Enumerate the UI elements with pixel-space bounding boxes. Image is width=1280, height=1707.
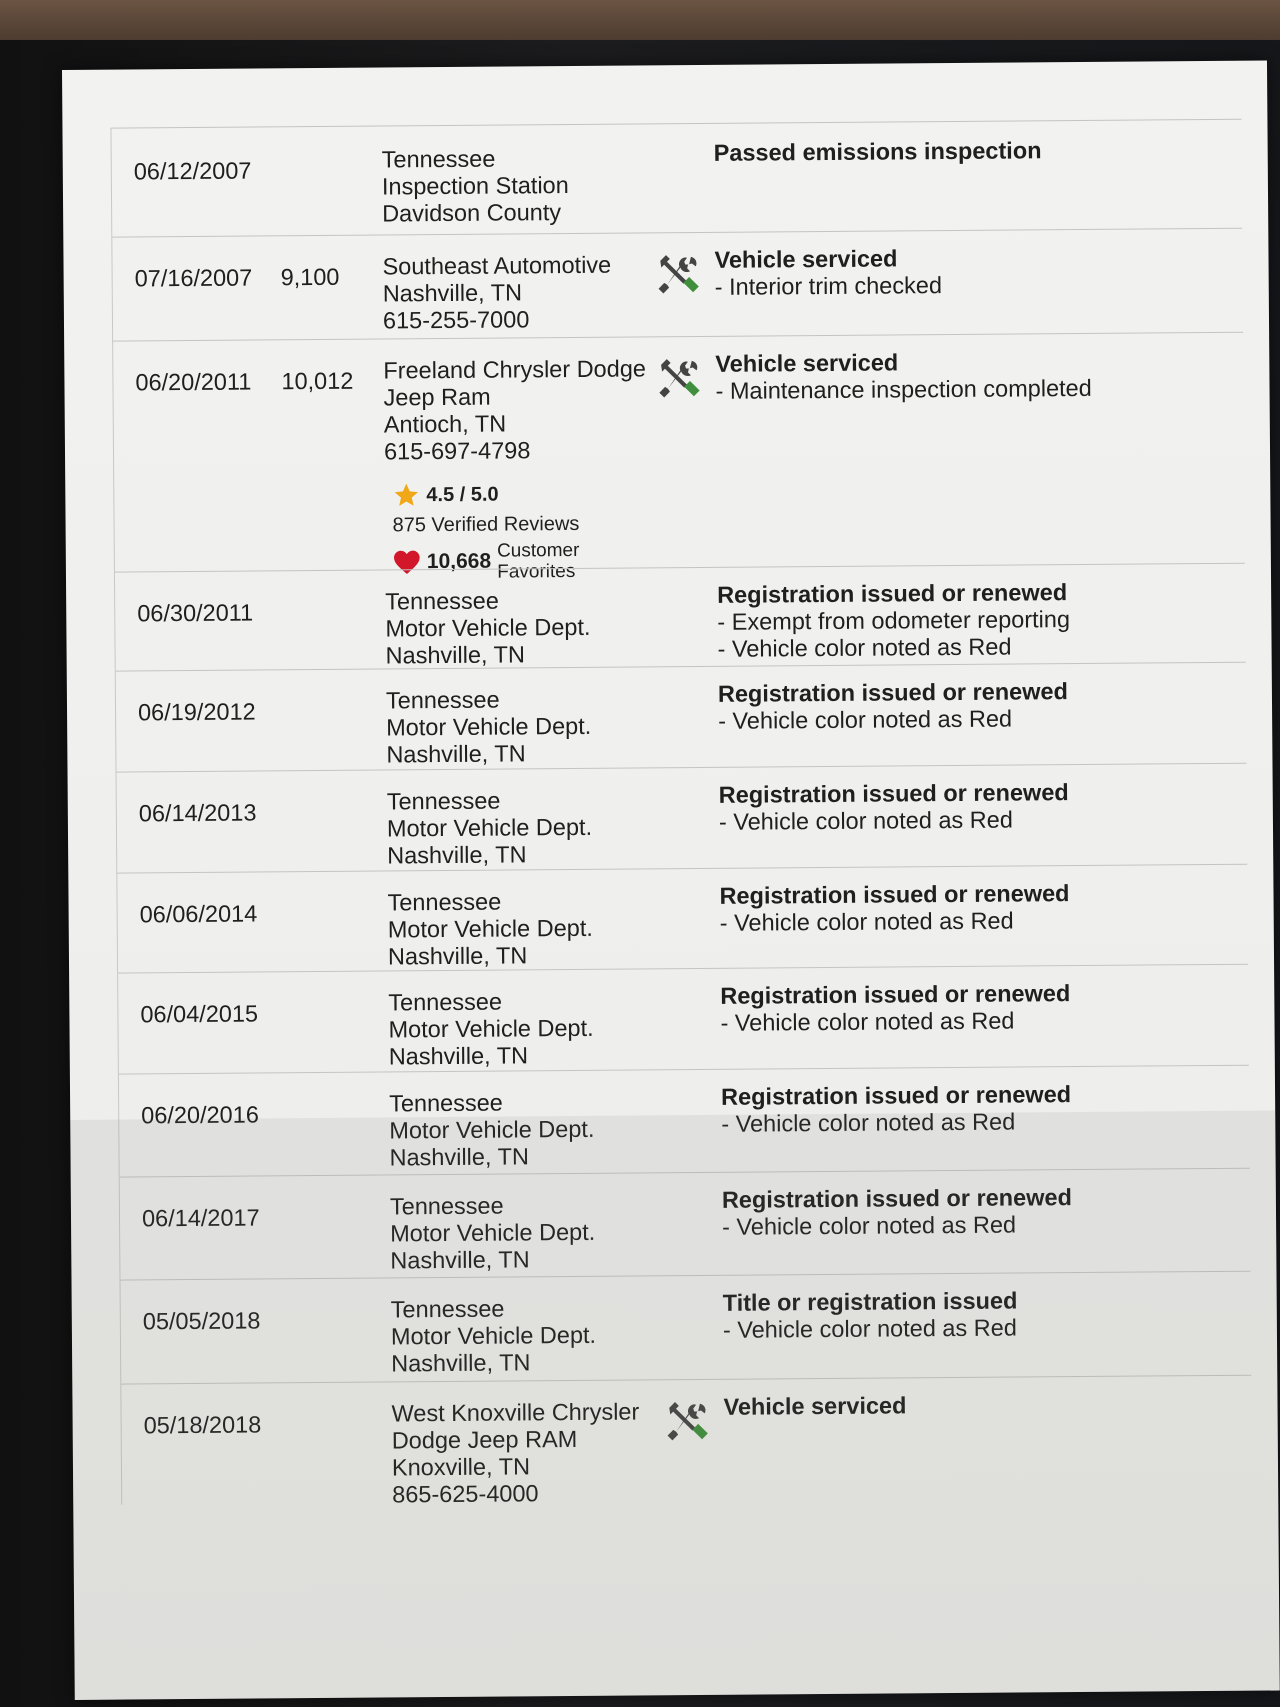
record-date: 06/20/2011 xyxy=(135,368,252,396)
source-line: Nashville, TN xyxy=(390,1246,530,1274)
source-line: Tennessee xyxy=(389,1192,504,1220)
favorites-count: 10,668 xyxy=(426,549,492,574)
record-source xyxy=(382,145,569,227)
record-odometer: 9,100 xyxy=(280,263,340,291)
record-title: Registration issued or renewed xyxy=(719,880,1070,909)
record-date: 06/14/2017 xyxy=(141,1204,260,1232)
record-date: 06/06/2014 xyxy=(139,900,258,928)
history-record xyxy=(118,964,1249,1074)
record-title: Title or registration issued xyxy=(722,1287,1018,1316)
record-details xyxy=(714,243,1234,301)
history-record xyxy=(119,1065,1250,1177)
record-title: Registration issued or renewed xyxy=(717,579,1068,608)
source-line: 865-625-4000 xyxy=(392,1480,539,1508)
record-details xyxy=(723,1390,1243,1421)
record-source xyxy=(387,888,593,971)
source-line: Tennessee xyxy=(390,1295,505,1323)
record-source xyxy=(382,252,611,335)
source-line: Nashville, TN xyxy=(389,1143,529,1171)
source-line: Motor Vehicle Dept. xyxy=(390,1321,597,1350)
source-line: Nashville, TN xyxy=(385,641,526,669)
record-title: Passed emissions inspection xyxy=(713,137,1042,166)
history-record xyxy=(121,1375,1252,1508)
source-line: Tennessee xyxy=(387,888,502,916)
record-detail-line: - Vehicle color noted as Red xyxy=(718,705,1013,734)
record-detail-line: - Vehicle color noted as Red xyxy=(722,1314,1017,1343)
record-detail-line: - Vehicle color noted as Red xyxy=(718,806,1013,835)
record-details xyxy=(717,578,1238,663)
rating-score: 4.5 / 5.0 xyxy=(426,483,499,506)
record-title: Vehicle serviced xyxy=(723,1392,907,1420)
tools-icon xyxy=(663,1398,709,1444)
record-details xyxy=(714,136,1234,167)
record-date: 06/19/2012 xyxy=(137,698,256,726)
record-detail-line: - Exempt from odometer reporting xyxy=(717,606,1071,635)
record-details xyxy=(719,778,1239,836)
source-line: 615-697-4798 xyxy=(383,437,531,465)
source-line: Inspection Station xyxy=(381,172,569,200)
source-line: Motor Vehicle Dept. xyxy=(386,813,593,842)
source-line: Motor Vehicle Dept. xyxy=(389,1115,595,1144)
source-line: Nashville, TN xyxy=(387,942,528,970)
record-date: 05/05/2018 xyxy=(142,1307,261,1335)
source-line: Southeast Automotive xyxy=(382,251,612,280)
record-title: Registration issued or renewed xyxy=(717,678,1068,707)
source-line: Dodge Jeep RAM xyxy=(391,1425,578,1454)
star-icon xyxy=(392,481,420,509)
record-detail-line: - Vehicle color noted as Red xyxy=(719,907,1014,936)
record-source xyxy=(391,1295,597,1378)
source-line: Tennessee xyxy=(385,587,499,615)
history-table xyxy=(110,119,1252,1508)
record-date: 06/20/2016 xyxy=(141,1101,259,1129)
source-line: Motor Vehicle Dept. xyxy=(388,1014,594,1043)
source-line: Nashville, TN xyxy=(388,1042,529,1070)
record-source xyxy=(391,1399,640,1509)
tools-icon xyxy=(654,251,700,297)
record-source xyxy=(390,1192,596,1275)
record-title: Vehicle serviced xyxy=(714,245,898,273)
source-line: Knoxville, TN xyxy=(391,1453,531,1481)
record-source xyxy=(389,1089,595,1172)
source-line: Tennessee xyxy=(389,1089,503,1117)
history-record xyxy=(112,228,1243,341)
record-source xyxy=(388,988,594,1071)
source-line: Jeep Ram xyxy=(383,383,491,411)
record-date: 07/16/2007 xyxy=(134,264,253,292)
source-line: Tennessee xyxy=(385,686,500,714)
source-line: 615-255-7000 xyxy=(382,306,530,334)
source-line: West Knoxville Chrysler xyxy=(391,1398,640,1427)
source-line: Motor Vehicle Dept. xyxy=(386,712,592,741)
source-line: Tennessee xyxy=(381,145,496,173)
record-details xyxy=(719,879,1239,937)
record-details xyxy=(715,347,1235,405)
record-detail-line: - Vehicle color noted as Red xyxy=(721,1108,1016,1137)
source-line: Antioch, TN xyxy=(383,410,507,438)
record-date: 06/04/2015 xyxy=(140,1000,259,1028)
record-date: 05/18/2018 xyxy=(143,1411,262,1439)
vehicle-history-page xyxy=(62,61,1280,1700)
record-details xyxy=(721,1080,1241,1138)
history-record xyxy=(121,1271,1252,1384)
source-line: Motor Vehicle Dept. xyxy=(387,914,593,943)
review-count: 875 Verified Reviews xyxy=(392,512,580,537)
source-line: Nashville, TN xyxy=(391,1349,531,1377)
history-record xyxy=(117,864,1248,973)
tools-icon xyxy=(655,355,701,401)
record-detail-line: - Interior trim checked xyxy=(714,272,943,300)
source-line: Tennessee xyxy=(388,988,503,1016)
source-line: Motor Vehicle Dept. xyxy=(385,613,591,642)
history-record xyxy=(113,332,1245,583)
record-date: 06/12/2007 xyxy=(133,157,252,185)
record-title: Vehicle serviced xyxy=(715,349,899,377)
record-date: 06/14/2013 xyxy=(138,799,257,827)
history-record xyxy=(111,119,1242,237)
history-record xyxy=(116,662,1247,772)
record-detail-line: - Maintenance inspection completed xyxy=(715,374,1092,404)
favorites-label: Customer xyxy=(496,539,580,562)
record-title: Registration issued or renewed xyxy=(720,1081,1072,1110)
record-details xyxy=(720,979,1240,1037)
record-source xyxy=(386,686,592,769)
record-source xyxy=(383,355,646,465)
record-details xyxy=(723,1286,1243,1344)
record-source xyxy=(387,787,593,870)
record-source xyxy=(385,587,591,670)
history-record xyxy=(117,763,1248,873)
source-line: Davidson County xyxy=(382,199,562,227)
source-line: Nashville, TN xyxy=(387,841,527,869)
source-line: Nashville, TN xyxy=(386,740,526,768)
record-detail-line: - Vehicle color noted as Red xyxy=(717,633,1012,662)
source-line: Motor Vehicle Dept. xyxy=(390,1218,596,1247)
record-details xyxy=(718,677,1238,735)
source-line: Tennessee xyxy=(386,787,501,815)
record-title: Registration issued or renewed xyxy=(721,1184,1072,1213)
record-date: 06/30/2011 xyxy=(137,599,254,627)
history-record xyxy=(120,1168,1251,1280)
record-odometer: 10,012 xyxy=(281,367,354,395)
record-title: Registration issued or renewed xyxy=(718,779,1069,808)
source-line: Freeland Chrysler Dodge xyxy=(383,355,647,384)
favorites-label: Favorites xyxy=(497,560,576,583)
record-detail-line: - Vehicle color noted as Red xyxy=(722,1211,1017,1240)
source-line: Nashville, TN xyxy=(382,279,523,307)
record-title: Registration issued or renewed xyxy=(720,980,1071,1009)
record-detail-line: - Vehicle color noted as Red xyxy=(720,1007,1015,1036)
record-details xyxy=(722,1183,1242,1241)
